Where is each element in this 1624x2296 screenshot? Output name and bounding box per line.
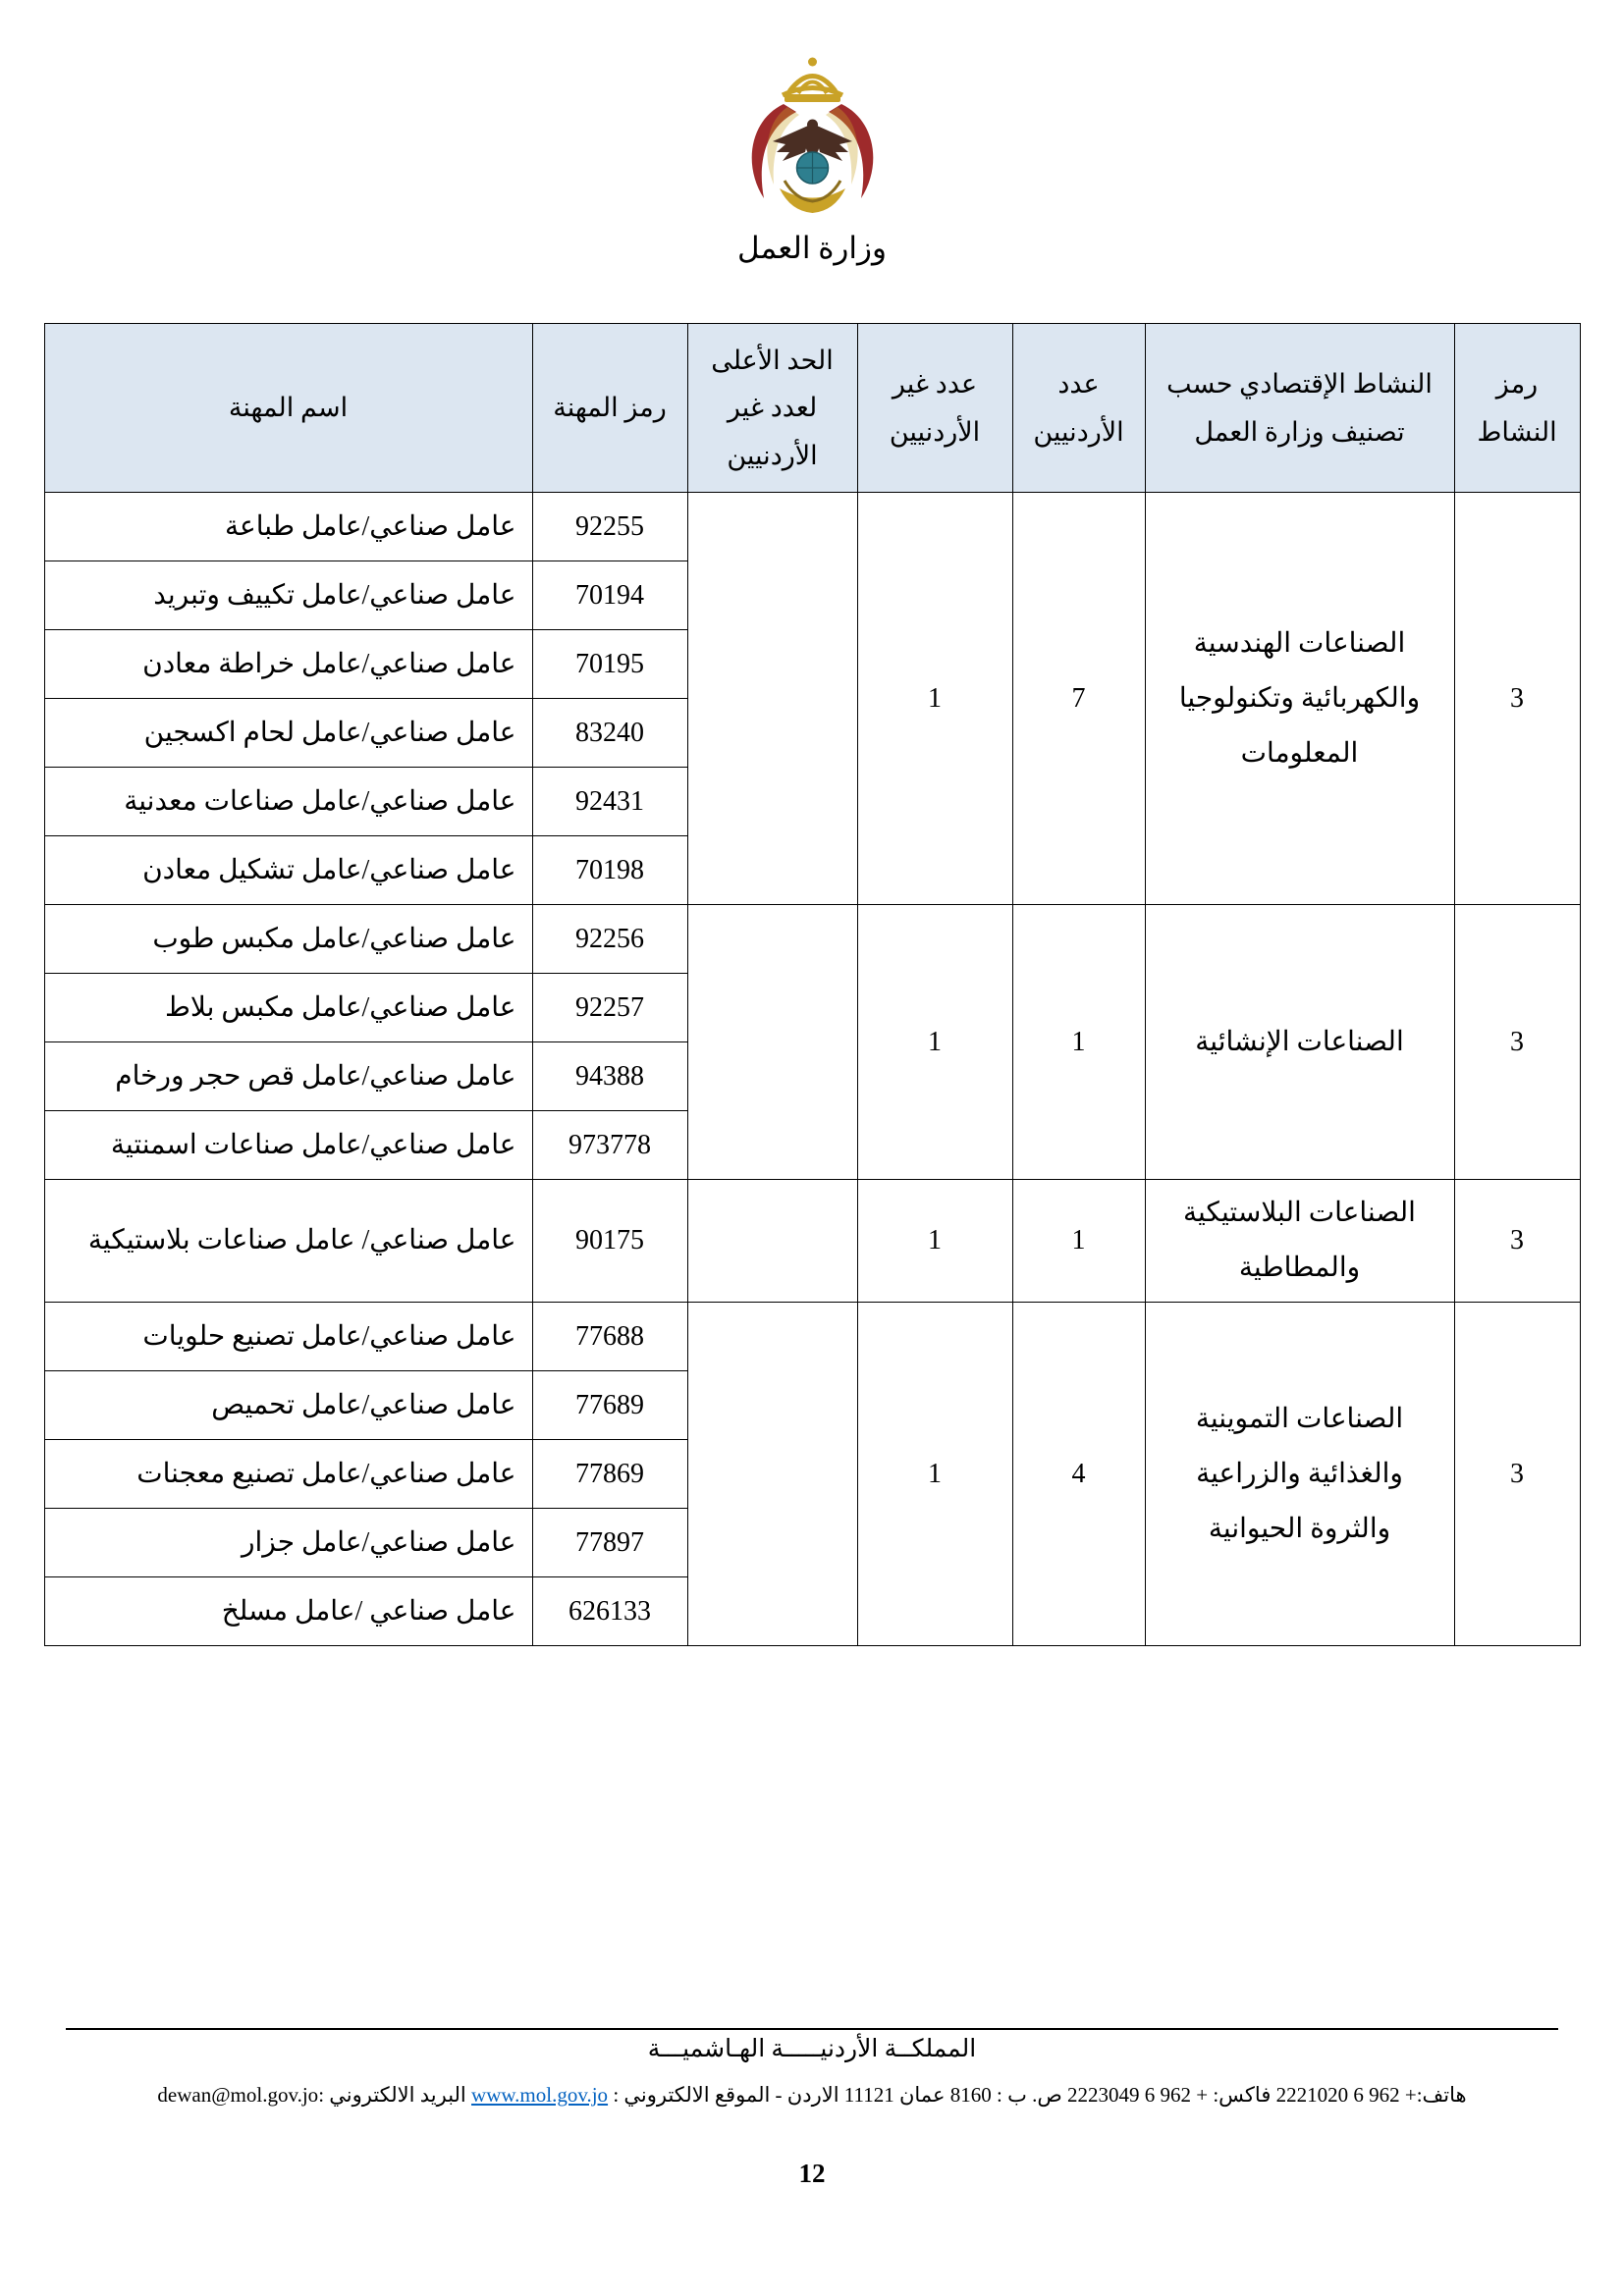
- occupation-code-cell: 90175: [532, 1180, 687, 1303]
- activity-name-cell: الصناعات الهندسية والكهربائية وتكنولوجيا المعلومات: [1145, 493, 1454, 905]
- table-row: [44, 1303, 1580, 1371]
- website-link[interactable]: www.mol.gov.jo: [471, 2083, 609, 2107]
- occupation-code-cell: 77897: [532, 1509, 687, 1577]
- table-row: [44, 905, 1580, 974]
- ministry-title: وزارة العمل: [737, 231, 887, 265]
- max-non-jordanians-cell: [687, 905, 857, 1180]
- col-header-activity: النشاط الإقتصادي حسب تصنيف وزارة العمل: [1145, 324, 1454, 493]
- activity-name-cell: الصناعات الإنشائية: [1145, 905, 1454, 1180]
- occupation-code-cell: 70198: [532, 836, 687, 905]
- occupation-name-cell: عامل صناعي/عامل خراطة معادن: [44, 630, 532, 699]
- occupation-name-cell: عامل صناعي/عامل صناعات معدنية: [44, 768, 532, 836]
- col-header-occupation-code: رمز المهنة: [532, 324, 687, 493]
- occupation-name-cell: عامل صناعي/عامل تصنيع حلويات: [44, 1303, 532, 1371]
- jordanians-count-cell: 1: [1012, 905, 1145, 1180]
- occupation-name-cell: عامل صناعي/عامل تصنيع معجنات: [44, 1440, 532, 1509]
- kingdom-title: المملكــة الأردنيـــــة الهـاشميـــة: [647, 2036, 977, 2062]
- non-jordanians-count-cell: 1: [857, 1303, 1012, 1646]
- occupation-code-cell: 77688: [532, 1303, 687, 1371]
- occupation-code-cell: 77689: [532, 1371, 687, 1440]
- occupation-name-cell: عامل صناعي/عامل صناعات اسمنتية: [44, 1111, 532, 1180]
- occupation-name-cell: عامل صناعي/عامل طباعة: [44, 493, 532, 561]
- non-jordanians-count-cell: 1: [857, 493, 1012, 905]
- contact-line: [0, 2083, 1624, 2108]
- non-jordanians-count-cell: 1: [857, 1180, 1012, 1303]
- jordanians-count-cell: 4: [1012, 1303, 1145, 1646]
- occupation-name-cell: عامل صناعي/عامل لحام اكسجين: [44, 699, 532, 768]
- occupation-name-cell: عامل صناعي/عامل تكييف وتبريد: [44, 561, 532, 630]
- email-address: dewan@mol.gov.jo: [157, 2083, 319, 2107]
- occupation-code-cell: 92257: [532, 974, 687, 1042]
- occupation-code-cell: 92255: [532, 493, 687, 561]
- occupation-code-cell: 70195: [532, 630, 687, 699]
- occupation-name-cell: عامل صناعي /عامل مسلخ: [44, 1577, 532, 1646]
- jordanians-count-cell: 7: [1012, 493, 1145, 905]
- activity-code-cell: 3: [1454, 1303, 1580, 1646]
- occupation-name-cell: عامل صناعي/عامل جزار: [44, 1509, 532, 1577]
- non-jordanians-count-cell: 1: [857, 905, 1012, 1180]
- occupation-code-cell: 70194: [532, 561, 687, 630]
- page-number: 12: [798, 2159, 826, 2188]
- document-header: [0, 0, 1624, 266]
- table-row: [44, 493, 1580, 561]
- activity-code-cell: 3: [1454, 493, 1580, 905]
- occupation-code-cell: 77869: [532, 1440, 687, 1509]
- max-non-jordanians-cell: [687, 1180, 857, 1303]
- max-non-jordanians-cell: [687, 493, 857, 905]
- email-label: البريد الالكتروني :: [318, 2083, 472, 2107]
- occupation-name-cell: عامل صناعي/عامل تحميص: [44, 1371, 532, 1440]
- occupation-code-cell: 973778: [532, 1111, 687, 1180]
- occupation-name-cell: عامل صناعي/عامل مكبس بلاط: [44, 974, 532, 1042]
- col-header-non-jordanians: عدد غير الأردنيين: [857, 324, 1012, 493]
- table-header-row: [44, 324, 1580, 493]
- occupation-code-cell: 92256: [532, 905, 687, 974]
- table-body: [44, 493, 1580, 1646]
- occupation-code-cell: 94388: [532, 1042, 687, 1111]
- occupation-name-cell: عامل صناعي/عامل تشكيل معادن: [44, 836, 532, 905]
- max-non-jordanians-cell: [687, 1303, 857, 1646]
- occupation-name-cell: عامل صناعي/عامل قص حجر ورخام: [44, 1042, 532, 1111]
- col-header-activity-code: رمز النشاط: [1454, 324, 1580, 493]
- activity-code-cell: 3: [1454, 905, 1580, 1180]
- jordanians-count-cell: 1: [1012, 1180, 1145, 1303]
- activity-code-cell: 3: [1454, 1180, 1580, 1303]
- footer-divider: [66, 2028, 1558, 2030]
- col-header-occupation-name: اسم المهنة: [44, 324, 532, 493]
- occupation-code-cell: 92431: [532, 768, 687, 836]
- document-footer: [0, 2028, 1624, 2189]
- occupations-table: [44, 323, 1581, 1646]
- occupation-name-cell: عامل صناعي/عامل مكبس طوب: [44, 905, 532, 974]
- col-header-jordanians: عدد الأردنيين: [1012, 324, 1145, 493]
- table-row: [44, 1180, 1580, 1303]
- jordan-coat-of-arms-logo: [727, 51, 898, 220]
- occupation-name-cell: عامل صناعي/ عامل صناعات بلاستيكية: [44, 1180, 532, 1303]
- contact-phone-fax-address: هاتف:+ 962 6 2221020 فاكس: + 962 6 2223049 ص. ب : 8160 عمان 11121 الاردن - الموقع الالكتروني :: [608, 2083, 1467, 2107]
- col-header-max-non-jordanians: الحد الأعلى لعدد غير الأردنيين: [687, 324, 857, 493]
- occupation-code-cell: 83240: [532, 699, 687, 768]
- activity-name-cell: الصناعات البلاستيكية والمطاطية: [1145, 1180, 1454, 1303]
- activity-name-cell: الصناعات التموينية والغذائية والزراعية والثروة الحيوانية: [1145, 1303, 1454, 1646]
- occupation-code-cell: 626133: [532, 1577, 687, 1646]
